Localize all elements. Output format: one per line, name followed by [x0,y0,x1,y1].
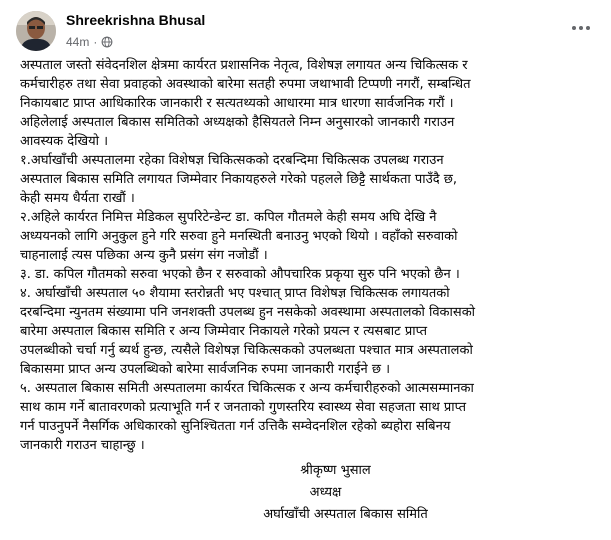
signature-organization: अर्घाखाँची अस्पताल बिकास समिति [263,507,428,522]
post-line: अस्पताल जस्तो संवेदनशिल क्षेत्रमा कार्यरत प्रशासनिक नेतृत्व, विशेषज्ञ लगायत अन्य चिकित्सक र [20,58,468,73]
globe-icon[interactable] [101,36,113,48]
post-line: बिकासमा प्राप्त अन्य उपलब्धिको बारेमा सार्वजनिक रुपमा जानकारी गराईने छ । [20,362,391,377]
meta-separator: · [93,35,98,49]
post-line: साथ काम गर्ने बातावरणको प्रत्याभूति गर्न र जनताको गुणस्तरिय स्वास्थ्य सेवा सहजता साथ प्राप्त [20,400,467,415]
post-line: ३. डा. कपिल गौतमको सरुवा भएको छैन र सरुवाको औपचारिक प्रकृया सुरु पनि भएको छैन । [20,267,460,282]
post-line: चाहनालाई त्यस पछिका अन्य कुनै प्रसंग संग नजोडौं । [20,248,268,263]
more-options-icon [571,25,591,31]
signature-block [0,460,611,526]
post-line: जानकारी गराउन चाहान्छु । [20,438,145,453]
post-line: दरबन्दिमा न्युनतम संख्यामा पनि जनशक्ती उपलब्ध हुन नसकेको अवस्थामा अस्पतालको विकासको [20,305,476,320]
post-line: बारेमा अस्पताल बिकास समिति र अन्य जिम्मेवार निकायले गरेको प्रयत्न र त्यसबाट प्राप्त [20,324,427,339]
signature-name: श्रीकृष्ण भुसाल [300,463,371,478]
avatar[interactable] [16,11,56,51]
post-line: २.अहिले कार्यरत निमित्त मेडिकल सुपरिटेन्डेन्ट डा. कपिल गौतमले केही समय अघि देखि नै [20,210,437,225]
post-header [10,4,605,50]
post-line: ४. अर्घाखाँची अस्पताल ५० शैयामा स्तरोन्नती भए पश्चात् प्राप्त विशेषज्ञ चिकित्सक लगायतको [20,286,450,301]
post-line: गर्न पाउनुपर्ने नैसर्गिक अधिकारको सुनिश्चितता गर्न उत्तिकै सम्वेदनशिल रहेको ब्यहोरा सबिनय [20,419,451,434]
post-line: अस्पताल बिकास समिति लगायत जिम्मेवार निकायहरुले गरेको पहलले छिट्टै सार्थकता पाउँदै छ, [20,172,458,187]
post-line: अध्ययनको लागि अनुकुल हुने गरि सरुवा हुने मनस्थिती बनाउनु भएको थियो । वहाँको सरुवाको [20,229,458,244]
avatar-image [16,11,56,51]
post-body [20,56,605,455]
more-options-button[interactable] [567,14,595,42]
author-name[interactable]: Shreekrishna Bhusal [66,12,206,28]
post-line: उपलब्धीको चर्चा गर्नु ब्यर्थ हुन्छ, त्यसैले विशेषज्ञ चिकित्सकको उपलब्धता पश्चात मात्र अस्पतालको [20,343,473,358]
post-line: केही समय धैर्यता राखौं । [20,191,135,206]
post-line: ५. अस्पताल बिकास समिती अस्पतालमा कार्यरत चिकित्सक र अन्य कर्मचारीहरुको आत्मसम्मानका [20,381,474,396]
post-meta [66,34,113,50]
post-line: अहिलेलाई अस्पताल बिकास समितिको अध्यक्षको हैसियतले निम्न अनुसारको जानकारी गराउन [20,115,455,130]
signature-title: अध्यक्ष [309,485,342,500]
post-line: कर्मचारीहरु तथा सेवा प्रवाहको अवस्थाको बारेमा सतही रुपमा जथाभावी टिप्पणी नगरौं, सम्बन्धित [20,77,471,92]
post-line: निकायबाट प्राप्त आधिकारिक जानकारी र सत्यतथ्यको आधारमा मात्र धारणा सार्वजनिक गरौं । [20,96,454,111]
post-line: १.अर्घाखाँची अस्पतालमा रहेका विशेषज्ञ चिकित्सकको दरबन्दिमा चिकित्सक उपलब्ध गराउन [20,153,444,168]
post-line: आवस्यक देखियो । [20,134,109,149]
post-time[interactable]: 44m [66,35,90,49]
